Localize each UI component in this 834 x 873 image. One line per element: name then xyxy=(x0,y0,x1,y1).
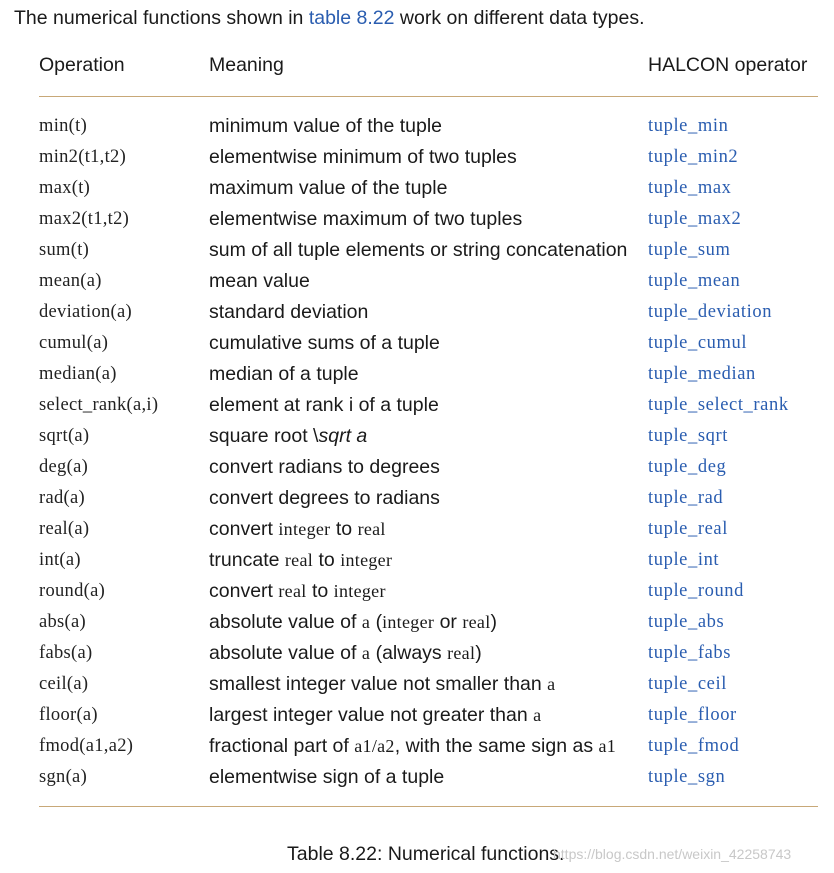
meaning-cell xyxy=(209,268,310,294)
table-body xyxy=(0,113,834,795)
meaning-cell xyxy=(209,361,359,387)
table-row xyxy=(0,113,834,144)
intro-paragraph xyxy=(14,6,645,30)
intro-text-after: work on different data types. xyxy=(394,7,645,29)
halcon-operator-link[interactable]: tuple_sum xyxy=(648,240,731,260)
meaning-text-fragment: maximum value of the tuple xyxy=(209,177,448,199)
operation-cell: select_rank(a,i) xyxy=(39,395,159,415)
table-row xyxy=(0,237,834,268)
operation-cell: sqrt(a) xyxy=(39,426,90,446)
halcon-operator-link[interactable]: tuple_min2 xyxy=(648,147,739,167)
table-row xyxy=(0,485,834,516)
meaning-text-fragment: convert radians to degrees xyxy=(209,456,440,478)
operation-cell: real(a) xyxy=(39,519,90,539)
halcon-operator-link[interactable]: tuple_rad xyxy=(648,488,724,508)
table-caption: Table 8.22: Numerical functions. xyxy=(287,843,565,865)
table-row xyxy=(0,702,834,733)
meaning-text-fragment: element at rank i of a tuple xyxy=(209,394,439,416)
meaning-code-fragment: real xyxy=(278,581,307,601)
meaning-text-fragment: to xyxy=(330,518,358,540)
meaning-code-fragment: real xyxy=(357,519,386,539)
meaning-cell xyxy=(209,547,392,573)
operation-cell: min(t) xyxy=(39,116,88,136)
meaning-cell xyxy=(209,609,497,635)
halcon-operator-link[interactable]: tuple_sgn xyxy=(648,767,726,787)
meaning-text-fragment: ( xyxy=(370,611,383,633)
operation-cell: max(t) xyxy=(39,178,91,198)
operation-cell: rad(a) xyxy=(39,488,85,508)
meaning-code-fragment: real xyxy=(284,550,314,570)
meaning-text-fragment: to xyxy=(313,549,341,571)
intro-text-before: The numerical functions shown in xyxy=(14,7,309,29)
meaning-code-fragment: a xyxy=(361,643,371,663)
meaning-text-fragment: (always xyxy=(370,642,448,664)
meaning-code-fragment: integer xyxy=(278,519,331,539)
meaning-code-fragment: integer xyxy=(382,612,435,632)
meaning-text-fragment: , with the same sign as xyxy=(394,735,599,757)
halcon-operator-link[interactable]: tuple_min xyxy=(648,116,729,136)
operation-cell: min2(t1,t2) xyxy=(39,147,127,167)
meaning-text-fragment: or xyxy=(434,611,463,633)
meaning-code-fragment: real xyxy=(462,612,491,632)
halcon-operator-link[interactable]: tuple_real xyxy=(648,519,728,539)
halcon-operator-link[interactable]: tuple_int xyxy=(648,550,720,570)
table-reference-link[interactable]: table 8.22 xyxy=(308,7,395,29)
table-row xyxy=(0,330,834,361)
halcon-operator-link[interactable]: tuple_deviation xyxy=(648,302,773,322)
meaning-text-fragment: truncate xyxy=(209,549,285,571)
header-operation: Operation xyxy=(39,54,125,76)
header-meaning: Meaning xyxy=(209,54,284,76)
halcon-operator-link[interactable]: tuple_max2 xyxy=(648,209,742,229)
halcon-operator-link[interactable]: tuple_max xyxy=(648,178,732,198)
halcon-operator-link[interactable]: tuple_select_rank xyxy=(648,395,789,415)
halcon-operator-link[interactable]: tuple_sqrt xyxy=(648,426,728,446)
meaning-cell xyxy=(209,516,386,542)
table-row xyxy=(0,361,834,392)
operation-cell: mean(a) xyxy=(39,271,102,291)
table-row xyxy=(0,206,834,237)
meaning-cell xyxy=(209,113,442,139)
table-row xyxy=(0,578,834,609)
meaning-text-fragment: to xyxy=(306,580,334,602)
table-row xyxy=(0,454,834,485)
meaning-text-fragment: elementwise maximum of two tuples xyxy=(209,208,523,230)
table-row xyxy=(0,392,834,423)
operation-cell: max2(t1,t2) xyxy=(39,209,130,229)
meaning-cell xyxy=(209,764,444,790)
operation-cell: round(a) xyxy=(39,581,106,601)
meaning-text-fragment: convert xyxy=(209,518,279,540)
operation-cell: int(a) xyxy=(39,550,81,570)
meaning-cell xyxy=(209,299,368,325)
meaning-text-fragment: fractional part of xyxy=(209,735,355,757)
halcon-operator-link[interactable]: tuple_deg xyxy=(648,457,727,477)
meaning-code-fragment: a1 xyxy=(598,736,617,756)
meaning-code-fragment: real xyxy=(447,643,476,663)
table-row xyxy=(0,423,834,454)
meaning-code-fragment: a xyxy=(361,612,371,632)
meaning-text-fragment: elementwise sign of a tuple xyxy=(209,766,445,788)
table-row xyxy=(0,609,834,640)
table-row xyxy=(0,640,834,671)
operation-cell: ceil(a) xyxy=(39,674,89,694)
meaning-cell xyxy=(209,640,482,666)
meaning-text-fragment: ) xyxy=(490,611,498,633)
meaning-text-fragment: median of a tuple xyxy=(209,363,359,385)
meaning-code-fragment: a1/a2 xyxy=(354,736,395,756)
operation-cell: deviation(a) xyxy=(39,302,132,322)
table-row xyxy=(0,671,834,702)
table-row xyxy=(0,299,834,330)
meaning-code-fragment: integer xyxy=(340,550,393,570)
operation-cell: abs(a) xyxy=(39,612,86,632)
meaning-text-fragment: convert degrees to radians xyxy=(209,487,440,509)
halcon-operator-link[interactable]: tuple_floor xyxy=(648,705,737,725)
meaning-cell xyxy=(209,578,386,604)
table-row xyxy=(0,733,834,764)
meaning-code-fragment: a xyxy=(547,674,556,694)
table-bottom-rule xyxy=(39,806,818,807)
table-row xyxy=(0,175,834,206)
halcon-operator-link[interactable]: tuple_fmod xyxy=(648,736,740,756)
meaning-cell xyxy=(209,454,440,480)
operation-cell: fabs(a) xyxy=(39,643,93,663)
meaning-text-fragment: sqrt a xyxy=(318,425,368,447)
table-row xyxy=(0,268,834,299)
operation-cell: cumul(a) xyxy=(39,333,109,353)
table-row xyxy=(0,516,834,547)
halcon-operator-link[interactable]: tuple_ceil xyxy=(648,674,727,694)
meaning-text-fragment: largest integer value not greater than xyxy=(209,704,534,726)
meaning-text-fragment: absolute value of xyxy=(209,642,362,664)
meaning-cell xyxy=(209,392,439,418)
table-header xyxy=(0,54,834,80)
meaning-text-fragment: standard deviation xyxy=(209,301,369,323)
meaning-text-fragment: absolute value of xyxy=(209,611,362,633)
meaning-text-fragment: ) xyxy=(475,642,482,664)
operation-cell: median(a) xyxy=(39,364,117,384)
halcon-operator-link[interactable]: tuple_abs xyxy=(648,612,725,632)
operation-cell: fmod(a1,a2) xyxy=(39,736,134,756)
meaning-cell xyxy=(209,423,367,449)
header-halcon-operator: HALCON operator xyxy=(648,54,808,76)
operation-cell: floor(a) xyxy=(39,705,98,725)
meaning-cell xyxy=(209,175,447,201)
meaning-cell xyxy=(209,671,555,697)
halcon-operator-link[interactable]: tuple_mean xyxy=(648,271,741,291)
meaning-text-fragment: cumulative sums of a tuple xyxy=(209,332,440,354)
operation-cell: sgn(a) xyxy=(39,767,88,787)
table-row xyxy=(0,144,834,175)
meaning-cell xyxy=(209,485,440,511)
meaning-text-fragment: convert xyxy=(209,580,279,602)
halcon-operator-link[interactable]: tuple_median xyxy=(648,364,756,384)
meaning-text-fragment: mean value xyxy=(209,270,310,292)
meaning-text-fragment: minimum value of the tuple xyxy=(209,115,443,137)
meaning-cell xyxy=(209,206,522,232)
meaning-text-fragment: square root \ xyxy=(209,425,319,447)
table-top-rule xyxy=(39,96,818,97)
meaning-code-fragment: a xyxy=(533,705,542,725)
halcon-operator-link[interactable]: tuple_cumul xyxy=(648,333,748,353)
meaning-text-fragment: sum of all tuple elements or string concatenation xyxy=(209,239,628,261)
meaning-text-fragment: elementwise minimum of two tuples xyxy=(209,146,517,168)
halcon-operator-link[interactable]: tuple_round xyxy=(648,581,745,601)
meaning-text-fragment: smallest integer value not smaller than xyxy=(209,673,548,695)
halcon-operator-link[interactable]: tuple_fabs xyxy=(648,643,732,663)
meaning-cell xyxy=(209,144,517,170)
operation-cell: sum(t) xyxy=(39,240,90,260)
meaning-cell xyxy=(209,237,627,263)
meaning-cell xyxy=(209,330,440,356)
watermark: https://blog.csdn.net/weixin_42258743 xyxy=(553,846,792,862)
meaning-cell xyxy=(209,733,616,759)
operation-cell: deg(a) xyxy=(39,457,89,477)
meaning-code-fragment: integer xyxy=(333,581,386,601)
meaning-cell xyxy=(209,702,541,728)
table-row xyxy=(0,764,834,795)
table-row xyxy=(0,547,834,578)
